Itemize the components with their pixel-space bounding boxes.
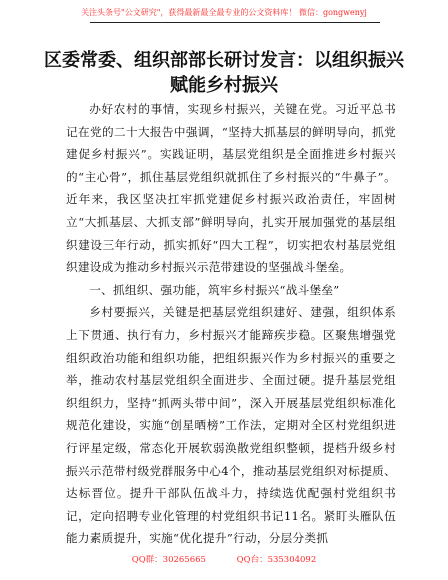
paragraph-intro: 办好农村的事情，实现乡村振兴，关键在党。习近平总书记在党的二十大报告中强调，“坚持大抓基层的鲜明导向，抓党建促乡村振兴”。实践证明，基层党组织是全面推进乡村振兴的“主心骨”，抓住基层党组织就抓住了乡村振兴的“牛鼻子”。近年来，我区坚决扛牢抓党建促乡村振兴政治责任，牢固树立“大抓基层、大抓支部”鲜明导向，扎实开展加强党的基层组织建设三年行动，抓实抓好“四大工程”，切实把农村基层党组织建设成为推动乡村振兴示范带建设的坚强战斗堡垒。 — [66, 102, 396, 275]
footer-qq-group: QQ群：30265665 — [131, 555, 206, 565]
footer — [0, 553, 448, 565]
header-banner: 关注头条号"公文研究"，获得最新最全最专业的公文资料库！ 微信：gongwenyj — [81, 8, 367, 17]
document-body — [66, 98, 396, 550]
document-title: 区委常委、组织部部长研讨发言：以组织振兴赋能乡村振兴 — [44, 50, 404, 96]
header-divider — [90, 22, 380, 23]
section-heading: 一、抓组织、强功能，筑牢乡村振兴“战斗堡垒” — [89, 282, 340, 297]
paragraph-section-one: 乡村要振兴，关键是把基层党组织建好、建强，组织体系上下贯通、执行有力，乡村振兴才能蹄疾步稳。区聚焦增强党组织政治功能和组织功能，把组织振兴作为乡村振兴的重要之举，推动农村基层党组织全面进步、全面过硬。提升基层党组织组织力，坚持“抓两头带中间”，深入开展基层党组织标准化规范化建设，实施“创星晒榜”工作法，定期对全区村党组织进行评星定级，常态化开展软弱涣散党组织整顿，提档升级乡村振兴示范带村级党群服务中心4个，推动基层党组织对标提质、达标晋位。提升干部队伍战斗力，持续选优配强村党组织书记，定向招聘专业化管理的村党组织书记11名。紧盯头雁队伍能力素质提升，实施“优化提升”行动，分层分类抓 — [66, 305, 396, 546]
footer-qq: QQ台：535304092 — [236, 555, 317, 565]
